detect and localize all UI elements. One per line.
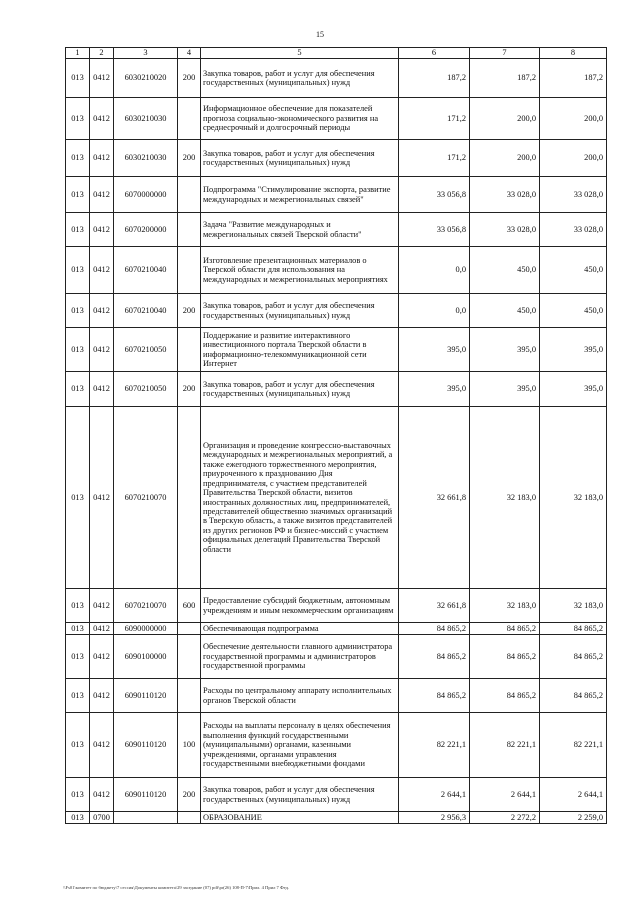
cell-amount-year3: 200,0 <box>540 140 607 177</box>
table-row <box>66 140 607 177</box>
cell-description: Расходы по центральному аппарату исполнительных органов Тверской области <box>201 679 399 713</box>
cell-amount-year2: 450,0 <box>470 294 540 328</box>
cell-target-article <box>114 812 178 824</box>
cell-amount-year2: 395,0 <box>470 372 540 407</box>
cell-amount-year2: 2 272,2 <box>470 812 540 824</box>
table-row <box>66 59 607 98</box>
table-row <box>66 635 607 679</box>
table-row <box>66 812 607 824</box>
cell-target-article: 6090100000 <box>114 635 178 679</box>
cell-amount-year1: 395,0 <box>399 372 470 407</box>
cell-amount-year2: 395,0 <box>470 328 540 372</box>
cell-amount-year2: 84 865,2 <box>470 623 540 635</box>
column-header: 3 <box>114 48 178 59</box>
cell-amount-year2: 32 183,0 <box>470 407 540 589</box>
cell-admin-code: 013 <box>66 713 90 778</box>
table-row <box>66 623 607 635</box>
cell-expense-type <box>178 177 201 213</box>
cell-section-code: 0412 <box>90 623 114 635</box>
cell-description: Обеспечивающая подпрограмма <box>201 623 399 635</box>
cell-expense-type: 100 <box>178 713 201 778</box>
cell-expense-type <box>178 635 201 679</box>
cell-amount-year3: 395,0 <box>540 372 607 407</box>
budget-table <box>65 47 607 824</box>
cell-amount-year1: 33 056,8 <box>399 213 470 247</box>
table-row <box>66 589 607 623</box>
column-header: 1 <box>66 48 90 59</box>
cell-target-article: 6070210070 <box>114 589 178 623</box>
cell-amount-year1: 0,0 <box>399 294 470 328</box>
column-header: 2 <box>90 48 114 59</box>
cell-description: ОБРАЗОВАНИЕ <box>201 812 399 824</box>
cell-amount-year2: 200,0 <box>470 98 540 140</box>
cell-amount-year3: 33 028,0 <box>540 213 607 247</box>
cell-amount-year2: 450,0 <box>470 247 540 294</box>
cell-section-code: 0412 <box>90 59 114 98</box>
cell-amount-year1: 2 956,3 <box>399 812 470 824</box>
cell-section-code: 0412 <box>90 372 114 407</box>
cell-admin-code: 013 <box>66 213 90 247</box>
cell-description: Расходы на выплаты персоналу в целях обеспечения выполнения функций государственными (муниципальными) органами, казенными учреждениями, органами управления государственными внебюджетными фондами <box>201 713 399 778</box>
cell-admin-code: 013 <box>66 247 90 294</box>
cell-section-code: 0700 <box>90 812 114 824</box>
cell-target-article: 6030210030 <box>114 98 178 140</box>
table-row <box>66 177 607 213</box>
cell-admin-code: 013 <box>66 623 90 635</box>
cell-amount-year3: 200,0 <box>540 98 607 140</box>
cell-amount-year3: 84 865,2 <box>540 635 607 679</box>
cell-amount-year1: 0,0 <box>399 247 470 294</box>
cell-description: Задача "Развитие международных и межрегиональных связей Тверской области" <box>201 213 399 247</box>
cell-admin-code: 013 <box>66 177 90 213</box>
cell-description: Закупка товаров, работ и услуг для обеспечения государственных (муниципальных) нужд <box>201 372 399 407</box>
cell-amount-year1: 395,0 <box>399 328 470 372</box>
table-row <box>66 713 607 778</box>
cell-section-code: 0412 <box>90 407 114 589</box>
cell-section-code: 0412 <box>90 140 114 177</box>
cell-expense-type: 200 <box>178 294 201 328</box>
cell-admin-code: 013 <box>66 635 90 679</box>
cell-amount-year2: 33 028,0 <box>470 213 540 247</box>
cell-amount-year2: 200,0 <box>470 140 540 177</box>
cell-description: Обеспечение деятельности главного администратора государственной программы и администраторов государственной программы <box>201 635 399 679</box>
cell-section-code: 0412 <box>90 635 114 679</box>
cell-amount-year3: 395,0 <box>540 328 607 372</box>
cell-amount-year1: 84 865,2 <box>399 635 470 679</box>
cell-target-article: 6070210040 <box>114 247 178 294</box>
cell-amount-year1: 171,2 <box>399 98 470 140</box>
column-header: 8 <box>540 48 607 59</box>
cell-amount-year3: 33 028,0 <box>540 177 607 213</box>
cell-admin-code: 013 <box>66 59 90 98</box>
table-row <box>66 372 607 407</box>
cell-description: Закупка товаров, работ и услуг для обеспечения государственных (муниципальных) нужд <box>201 778 399 812</box>
table-row <box>66 407 607 589</box>
cell-amount-year2: 187,2 <box>470 59 540 98</box>
cell-expense-type <box>178 623 201 635</box>
cell-amount-year1: 33 056,8 <box>399 177 470 213</box>
page-number: 15 <box>316 30 324 39</box>
column-header: 7 <box>470 48 540 59</box>
cell-expense-type: 200 <box>178 372 201 407</box>
cell-target-article: 6090110120 <box>114 679 178 713</box>
table-row <box>66 213 607 247</box>
cell-expense-type: 200 <box>178 778 201 812</box>
cell-amount-year3: 84 865,2 <box>540 679 607 713</box>
cell-amount-year1: 32 661,8 <box>399 407 470 589</box>
cell-section-code: 0412 <box>90 213 114 247</box>
cell-target-article: 6090110120 <box>114 778 178 812</box>
cell-section-code: 0412 <box>90 177 114 213</box>
cell-expense-type: 200 <box>178 59 201 98</box>
cell-expense-type <box>178 328 201 372</box>
cell-section-code: 0412 <box>90 328 114 372</box>
column-header: 6 <box>399 48 470 59</box>
cell-target-article: 6070210040 <box>114 294 178 328</box>
cell-section-code: 0412 <box>90 589 114 623</box>
cell-amount-year2: 33 028,0 <box>470 177 540 213</box>
cell-amount-year2: 2 644,1 <box>470 778 540 812</box>
cell-description: Организация и проведение конгрессно-выставочных международных и межрегиональных мероприятий, а также ежегодного торжественного мероприятия, приуроченного к празднованию Дня предпринимателя, с участием представителей Правительства Тверской области, визитов иностранных должностных лиц, предпринимателей, представителей общественно значимых организаций в Тверскую область, а также визитов представителей из других регионов РФ и бизнес-миссий с участием официальных делегаций Правительства Тверской области <box>201 407 399 589</box>
cell-admin-code: 013 <box>66 589 90 623</box>
cell-admin-code: 013 <box>66 294 90 328</box>
cell-amount-year2: 32 183,0 <box>470 589 540 623</box>
cell-amount-year1: 84 865,2 <box>399 623 470 635</box>
cell-amount-year2: 84 865,2 <box>470 679 540 713</box>
cell-amount-year1: 84 865,2 <box>399 679 470 713</box>
cell-admin-code: 013 <box>66 140 90 177</box>
cell-description: Закупка товаров, работ и услуг для обеспечения государственных (муниципальных) нужд <box>201 294 399 328</box>
cell-section-code: 0412 <box>90 679 114 713</box>
cell-section-code: 0412 <box>90 98 114 140</box>
cell-amount-year3: 84 865,2 <box>540 623 607 635</box>
cell-amount-year3: 187,2 <box>540 59 607 98</box>
table-row <box>66 778 607 812</box>
column-header: 4 <box>178 48 201 59</box>
cell-section-code: 0412 <box>90 778 114 812</box>
table-row <box>66 294 607 328</box>
cell-admin-code: 013 <box>66 328 90 372</box>
cell-admin-code: 013 <box>66 679 90 713</box>
cell-target-article: 6030210030 <box>114 140 178 177</box>
column-header: 5 <box>201 48 399 59</box>
table-row <box>66 98 607 140</box>
cell-description: Изготовление презентационных материалов о Тверской области для использования на международных и межрегиональных мероприятиях <box>201 247 399 294</box>
cell-target-article: 6070000000 <box>114 177 178 213</box>
footer-file-path: \\Fs01\комитет по бюджету\7 сессия\Документы комитета\29 заседание (07) pdf\pr(26) 108-П-7\Прил. 4 Прил 7 Фед. <box>63 885 290 890</box>
table-row <box>66 247 607 294</box>
cell-target-article: 6070210050 <box>114 328 178 372</box>
cell-amount-year3: 82 221,1 <box>540 713 607 778</box>
cell-amount-year3: 32 183,0 <box>540 589 607 623</box>
cell-target-article: 6070200000 <box>114 213 178 247</box>
cell-amount-year1: 171,2 <box>399 140 470 177</box>
cell-expense-type: 200 <box>178 140 201 177</box>
cell-admin-code: 013 <box>66 812 90 824</box>
cell-target-article: 6070210050 <box>114 372 178 407</box>
cell-expense-type <box>178 812 201 824</box>
cell-amount-year3: 2 259,0 <box>540 812 607 824</box>
cell-description: Закупка товаров, работ и услуг для обеспечения государственных (муниципальных) нужд <box>201 140 399 177</box>
cell-target-article: 6030210020 <box>114 59 178 98</box>
cell-admin-code: 013 <box>66 407 90 589</box>
cell-amount-year2: 84 865,2 <box>470 635 540 679</box>
cell-expense-type <box>178 98 201 140</box>
cell-expense-type <box>178 679 201 713</box>
cell-expense-type <box>178 213 201 247</box>
cell-section-code: 0412 <box>90 294 114 328</box>
cell-description: Подпрограмма "Стимулирование экспорта, развитие международных и межрегиональных связей" <box>201 177 399 213</box>
cell-expense-type <box>178 407 201 589</box>
cell-amount-year2: 82 221,1 <box>470 713 540 778</box>
table-row <box>66 679 607 713</box>
cell-amount-year3: 450,0 <box>540 294 607 328</box>
cell-description: Информационное обеспечение для показателей прогноза социально-экономического развития на среднесрочный и долгосрочный периоды <box>201 98 399 140</box>
cell-description: Закупка товаров, работ и услуг для обеспечения государственных (муниципальных) нужд <box>201 59 399 98</box>
cell-target-article: 6090000000 <box>114 623 178 635</box>
cell-section-code: 0412 <box>90 247 114 294</box>
cell-target-article: 6090110120 <box>114 713 178 778</box>
cell-description: Предоставление субсидий бюджетным, автономным учреждениям и иным некоммерческим организациям <box>201 589 399 623</box>
cell-expense-type <box>178 247 201 294</box>
cell-amount-year3: 450,0 <box>540 247 607 294</box>
table-header-row <box>66 48 607 59</box>
cell-admin-code: 013 <box>66 778 90 812</box>
cell-section-code: 0412 <box>90 713 114 778</box>
table-row <box>66 328 607 372</box>
cell-amount-year1: 2 644,1 <box>399 778 470 812</box>
cell-description: Поддержание и развитие интерактивного инвестиционного портала Тверской области в информационно-телекоммуникационной сети Интернет <box>201 328 399 372</box>
cell-admin-code: 013 <box>66 372 90 407</box>
cell-amount-year3: 2 644,1 <box>540 778 607 812</box>
cell-expense-type: 600 <box>178 589 201 623</box>
cell-target-article: 6070210070 <box>114 407 178 589</box>
cell-amount-year1: 82 221,1 <box>399 713 470 778</box>
cell-admin-code: 013 <box>66 98 90 140</box>
cell-amount-year1: 187,2 <box>399 59 470 98</box>
cell-amount-year1: 32 661,8 <box>399 589 470 623</box>
cell-amount-year3: 32 183,0 <box>540 407 607 589</box>
